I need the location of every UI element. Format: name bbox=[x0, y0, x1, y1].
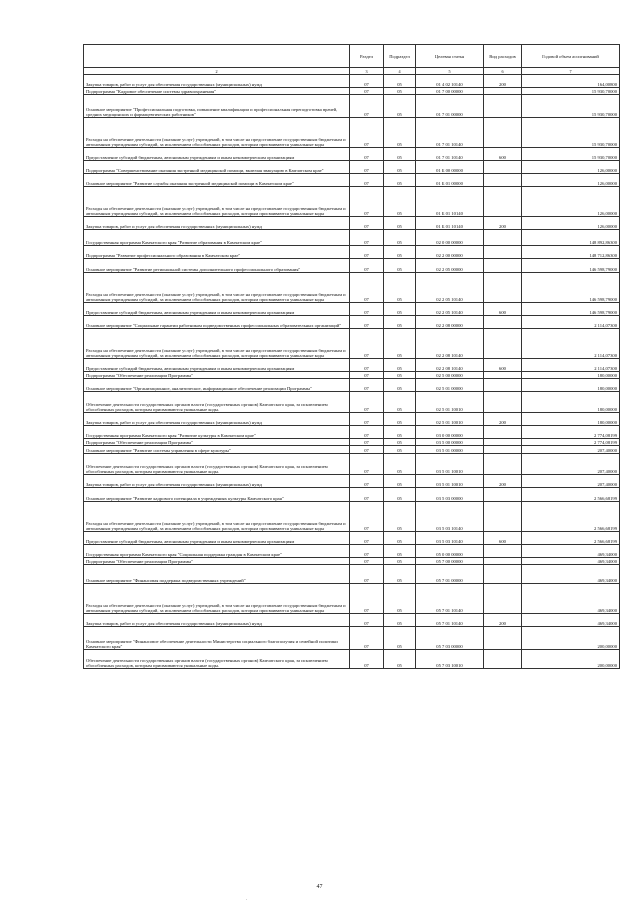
table-row bbox=[84, 379, 620, 392]
row-target-article-cell: 03 0 00 00000 bbox=[416, 426, 484, 439]
table-row bbox=[84, 329, 620, 359]
row-amount-cell: 2 774,08199 bbox=[522, 439, 620, 446]
row-expense-type-cell bbox=[484, 584, 522, 614]
row-razdel-cell: 07 bbox=[350, 161, 384, 174]
row-razdel-cell: 07 bbox=[350, 614, 384, 627]
row-razdel-cell: 07 bbox=[350, 148, 384, 161]
table-row bbox=[84, 558, 620, 565]
row-podrazdel-cell: 05 bbox=[384, 454, 416, 475]
row-amount-cell: 148 892,86300 bbox=[522, 230, 620, 246]
row-expense-type-cell bbox=[484, 488, 522, 502]
row-razdel-cell: 07 bbox=[350, 88, 384, 95]
table-row bbox=[84, 565, 620, 584]
row-podrazdel-cell: 05 bbox=[384, 303, 416, 316]
table-row bbox=[84, 118, 620, 148]
row-amount-cell: 2 114,07300 bbox=[522, 329, 620, 359]
row-target-article-cell: 02 2 05 10140 bbox=[416, 273, 484, 303]
row-podrazdel-cell: 05 bbox=[384, 392, 416, 413]
row-amount-cell: 2 566,68199 bbox=[522, 502, 620, 532]
row-expense-type-cell: 600 bbox=[484, 303, 522, 316]
header-podrazdel: Подраздел bbox=[384, 45, 416, 68]
row-amount-cell: 180,00000 bbox=[522, 379, 620, 392]
budget-table-container bbox=[83, 44, 619, 669]
table-row bbox=[84, 303, 620, 316]
row-podrazdel-cell: 05 bbox=[384, 650, 416, 669]
row-amount-cell: 126,00000 bbox=[522, 187, 620, 217]
row-podrazdel-cell: 05 bbox=[384, 75, 416, 88]
row-amount-cell: 2 114,07300 bbox=[522, 359, 620, 372]
row-target-article-cell: 02 5 01 00000 bbox=[416, 379, 484, 392]
row-expense-type-cell bbox=[484, 187, 522, 217]
row-amount-cell: 15 930,70000 bbox=[522, 118, 620, 148]
row-podrazdel-cell: 05 bbox=[384, 329, 416, 359]
row-target-article-cell: 03 5 03 10140 bbox=[416, 502, 484, 532]
row-target-article-cell: 02 5 01 10010 bbox=[416, 413, 484, 426]
table-row bbox=[84, 439, 620, 446]
table-row bbox=[84, 454, 620, 475]
row-razdel-cell: 07 bbox=[350, 650, 384, 669]
row-amount-cell: 469,34000 bbox=[522, 545, 620, 558]
row-amount-cell: 146 598,79000 bbox=[522, 259, 620, 273]
row-expense-type-cell bbox=[484, 426, 522, 439]
table-row bbox=[84, 650, 620, 669]
table-row bbox=[84, 488, 620, 502]
row-amount-cell: 126,00000 bbox=[522, 161, 620, 174]
table-row bbox=[84, 230, 620, 246]
row-amount-cell: 146 598,79000 bbox=[522, 273, 620, 303]
row-target-article-cell: 02 2 08 00000 bbox=[416, 316, 484, 329]
row-target-article-cell: 05 7 00 00000 bbox=[416, 558, 484, 565]
row-target-article-cell: 05 7 01 10140 bbox=[416, 584, 484, 614]
row-razdel-cell: 07 bbox=[350, 446, 384, 454]
page-number: 47 bbox=[316, 884, 323, 890]
row-expense-type-cell bbox=[484, 230, 522, 246]
row-podrazdel-cell: 05 bbox=[384, 187, 416, 217]
row-podrazdel-cell: 05 bbox=[384, 230, 416, 246]
table-row bbox=[84, 161, 620, 174]
row-razdel-cell: 07 bbox=[350, 174, 384, 187]
row-podrazdel-cell: 05 bbox=[384, 413, 416, 426]
row-amount-cell: 15 930,70000 bbox=[522, 88, 620, 95]
row-expense-type-cell bbox=[484, 161, 522, 174]
row-expense-type-cell bbox=[484, 392, 522, 413]
row-razdel-cell: 07 bbox=[350, 75, 384, 88]
row-amount-cell: 200,00000 bbox=[522, 627, 620, 650]
row-target-article-cell: 03 5 01 10010 bbox=[416, 475, 484, 488]
row-razdel-cell: 07 bbox=[350, 329, 384, 359]
table-row bbox=[84, 392, 620, 413]
table-row bbox=[84, 502, 620, 532]
row-name-cell: Закупка товаров, работ и услуг для обеспечения государственных (муниципальных) нужд bbox=[84, 75, 350, 88]
row-razdel-cell: 07 bbox=[350, 413, 384, 426]
row-podrazdel-cell: 05 bbox=[384, 475, 416, 488]
row-expense-type-cell bbox=[484, 88, 522, 95]
row-name-cell: Обеспечение деятельности государственных органов власти (государственных органов) Камчатского края, за исключением обособленных расходов, которым присваиваются уникальные коды. bbox=[84, 392, 350, 413]
table-body bbox=[84, 75, 620, 669]
row-razdel-cell: 07 bbox=[350, 230, 384, 246]
row-target-article-cell: 02 2 08 10140 bbox=[416, 329, 484, 359]
row-podrazdel-cell: 05 bbox=[384, 532, 416, 545]
row-expense-type-cell bbox=[484, 259, 522, 273]
row-target-article-cell: 02 0 00 00000 bbox=[416, 230, 484, 246]
row-amount-cell: 469,34000 bbox=[522, 584, 620, 614]
row-amount-cell: 164,00800 bbox=[522, 75, 620, 88]
row-razdel-cell: 07 bbox=[350, 475, 384, 488]
header-target-article: Целевая статья bbox=[416, 45, 484, 68]
row-podrazdel-cell: 05 bbox=[384, 488, 416, 502]
row-expense-type-cell: 600 bbox=[484, 359, 522, 372]
row-name-cell: Основное мероприятие "Профессиональная подготовка, повышение квалификации и профессиональная переподготовка врачей, средних медицинских и фармацевтических работников" bbox=[84, 95, 350, 118]
row-expense-type-cell bbox=[484, 379, 522, 392]
row-podrazdel-cell: 05 bbox=[384, 426, 416, 439]
row-name-cell: Основное мероприятие "Развитие кадрового потенциала в учреждениях культуры Камчатского края" bbox=[84, 488, 350, 502]
table-row bbox=[84, 95, 620, 118]
table-row bbox=[84, 75, 620, 88]
row-expense-type-cell bbox=[484, 650, 522, 669]
header-name bbox=[84, 45, 350, 68]
row-name-cell: Основное мероприятие "Развитие региональной системы дополнительного профессионального образования" bbox=[84, 259, 350, 273]
row-name-cell: Предоставление субсидий бюджетным, автономным учреждениям и иным некоммерческим организациям bbox=[84, 303, 350, 316]
row-razdel-cell: 07 bbox=[350, 217, 384, 230]
header-expense-type: Вид расходов bbox=[484, 45, 522, 68]
table-row bbox=[84, 246, 620, 259]
row-name-cell: Закупка товаров, работ и услуг для обеспечения государственных (муниципальных) нужд bbox=[84, 217, 350, 230]
table-row bbox=[84, 217, 620, 230]
row-razdel-cell: 07 bbox=[350, 187, 384, 217]
row-target-article-cell: 05 7 03 10010 bbox=[416, 650, 484, 669]
row-podrazdel-cell: 05 bbox=[384, 148, 416, 161]
row-expense-type-cell bbox=[484, 174, 522, 187]
table-row bbox=[84, 475, 620, 488]
row-expense-type-cell: 200 bbox=[484, 614, 522, 627]
row-razdel-cell: 07 bbox=[350, 303, 384, 316]
row-expense-type-cell: 600 bbox=[484, 148, 522, 161]
row-target-article-cell: 01 7 01 10140 bbox=[416, 148, 484, 161]
row-podrazdel-cell: 05 bbox=[384, 372, 416, 379]
row-amount-cell: 207,40000 bbox=[522, 454, 620, 475]
column-number: 4 bbox=[384, 68, 416, 75]
row-name-cell: Расходы на обеспечение деятельности (оказание услуг) учреждений, в том числе на предоставление государственным бюджетным и автономным учреждениям субсидий, за исключением обособленных расходов, которым присваиваются уникальные коды bbox=[84, 329, 350, 359]
table-row bbox=[84, 372, 620, 379]
row-name-cell: Подпрограмма "Совершенствование оказания экстренной медицинской помощи, включая эвакуацию в Камчатском крае" bbox=[84, 161, 350, 174]
row-target-article-cell: 01 4 02 10140 bbox=[416, 75, 484, 88]
row-name-cell: Основное мероприятие "Развитие службы оказания экстренной медицинской помощи в Камчатском крае" bbox=[84, 174, 350, 187]
row-name-cell: Основное мероприятие "Организационное, аналитическое, информационное обеспечение реализации Программы" bbox=[84, 379, 350, 392]
row-razdel-cell: 07 bbox=[350, 359, 384, 372]
row-amount-cell: 2 774,08199 bbox=[522, 426, 620, 439]
table-row bbox=[84, 316, 620, 329]
row-expense-type-cell bbox=[484, 273, 522, 303]
column-number: 2 bbox=[84, 68, 350, 75]
row-expense-type-cell bbox=[484, 502, 522, 532]
budget-table bbox=[83, 44, 620, 669]
column-number: 7 bbox=[522, 68, 620, 75]
row-podrazdel-cell: 05 bbox=[384, 379, 416, 392]
row-expense-type-cell: 200 bbox=[484, 217, 522, 230]
row-expense-type-cell bbox=[484, 118, 522, 148]
column-number: 3 bbox=[350, 68, 384, 75]
header-annual-amount: Годовой объем ассигнований bbox=[522, 45, 620, 68]
row-target-article-cell: 01 Б 01 10140 bbox=[416, 217, 484, 230]
table-row bbox=[84, 259, 620, 273]
table-row bbox=[84, 446, 620, 454]
row-amount-cell: 469,34000 bbox=[522, 614, 620, 627]
row-amount-cell: 15 930,70000 bbox=[522, 95, 620, 118]
row-amount-cell: 180,00000 bbox=[522, 413, 620, 426]
table-row bbox=[84, 88, 620, 95]
row-podrazdel-cell: 05 bbox=[384, 502, 416, 532]
row-razdel-cell: 07 bbox=[350, 392, 384, 413]
row-expense-type-cell bbox=[484, 558, 522, 565]
table-row bbox=[84, 614, 620, 627]
row-amount-cell: 15 930,70000 bbox=[522, 148, 620, 161]
row-expense-type-cell bbox=[484, 329, 522, 359]
row-name-cell: Обеспечение деятельности государственных органов власти (государственных органов) Камчатского края, за исключением обособленных расходов, которым присваиваются уникальные коды. bbox=[84, 454, 350, 475]
row-name-cell: Расходы на обеспечение деятельности (оказание услуг) учреждений, в том числе на предоставление государственным бюджетным и автономным учреждениям субсидий, за исключением обособленных расходов, которым присваиваются уникальные коды bbox=[84, 502, 350, 532]
row-target-article-cell: 05 7 01 00000 bbox=[416, 565, 484, 584]
column-number-row bbox=[84, 68, 620, 75]
row-name-cell: Государственная программа Камчатского края "Развитие образования в Камчатском крае" bbox=[84, 230, 350, 246]
row-target-article-cell: 03 5 01 10010 bbox=[416, 454, 484, 475]
table-row bbox=[84, 627, 620, 650]
row-name-cell: Предоставление субсидий бюджетным, автономным учреждениям и иным некоммерческим организациям bbox=[84, 532, 350, 545]
row-target-article-cell: 02 5 00 00000 bbox=[416, 372, 484, 379]
row-name-cell: Закупка товаров, работ и услуг для обеспечения государственных (муниципальных) нужд bbox=[84, 475, 350, 488]
row-podrazdel-cell: 05 bbox=[384, 545, 416, 558]
row-expense-type-cell bbox=[484, 439, 522, 446]
table-header-row bbox=[84, 45, 620, 68]
row-expense-type-cell bbox=[484, 545, 522, 558]
row-podrazdel-cell: 05 bbox=[384, 118, 416, 148]
row-amount-cell: 469,34000 bbox=[522, 558, 620, 565]
row-razdel-cell: 07 bbox=[350, 316, 384, 329]
table-row bbox=[84, 148, 620, 161]
row-razdel-cell: 07 bbox=[350, 439, 384, 446]
row-name-cell: Расходы на обеспечение деятельности (оказание услуг) учреждений, в том числе на предоставление государственным бюджетным и автономным учреждениям субсидий, за исключением обособленных расходов, которым присваиваются уникальные коды bbox=[84, 187, 350, 217]
column-number: 5 bbox=[416, 68, 484, 75]
row-name-cell: Расходы на обеспечение деятельности (оказание услуг) учреждений, в том числе на предоставление государственным бюджетным и автономным учреждениям субсидий, за исключением обособленных расходов, которым присваиваются уникальные коды bbox=[84, 118, 350, 148]
row-expense-type-cell bbox=[484, 446, 522, 454]
row-target-article-cell: 05 7 01 10140 bbox=[416, 614, 484, 627]
row-razdel-cell: 07 bbox=[350, 488, 384, 502]
row-target-article-cell: 01 7 01 00000 bbox=[416, 95, 484, 118]
row-name-cell: Подпрограмма "Развитие профессионального образования в Камчатском крае" bbox=[84, 246, 350, 259]
row-name-cell: Подпрограмма "Кадровое обеспечение системы здравоохранения" bbox=[84, 88, 350, 95]
row-razdel-cell: 07 bbox=[350, 273, 384, 303]
row-name-cell: Расходы на обеспечение деятельности (оказание услуг) учреждений, в том числе на предоставление государственным бюджетным и автономным учреждениям субсидий, за исключением обособленных расходов, которым присваиваются уникальные коды bbox=[84, 584, 350, 614]
row-target-article-cell: 03 5 00 00000 bbox=[416, 439, 484, 446]
row-target-article-cell: 03 5 03 10140 bbox=[416, 532, 484, 545]
row-name-cell: Предоставление субсидий бюджетным, автономным учреждениям и иным некоммерческим организациям bbox=[84, 148, 350, 161]
row-razdel-cell: 07 bbox=[350, 379, 384, 392]
header-razdel: Раздел bbox=[350, 45, 384, 68]
row-razdel-cell: 07 bbox=[350, 558, 384, 565]
row-amount-cell: 126,00000 bbox=[522, 174, 620, 187]
table-row bbox=[84, 413, 620, 426]
row-expense-type-cell bbox=[484, 454, 522, 475]
row-expense-type-cell bbox=[484, 627, 522, 650]
row-razdel-cell: 07 bbox=[350, 502, 384, 532]
row-amount-cell: 180,00000 bbox=[522, 372, 620, 379]
table-row bbox=[84, 532, 620, 545]
row-razdel-cell: 07 bbox=[350, 532, 384, 545]
table-row bbox=[84, 584, 620, 614]
row-amount-cell: 146 598,79000 bbox=[522, 303, 620, 316]
row-amount-cell: 207,40000 bbox=[522, 475, 620, 488]
row-podrazdel-cell: 05 bbox=[384, 446, 416, 454]
row-target-article-cell: 01 Б 01 10140 bbox=[416, 187, 484, 217]
row-razdel-cell: 07 bbox=[350, 372, 384, 379]
row-name-cell: Предоставление субсидий бюджетным, автономным учреждениям и иным некоммерческим организациям bbox=[84, 359, 350, 372]
row-target-article-cell: 02 2 05 00000 bbox=[416, 259, 484, 273]
row-target-article-cell: 02 5 01 10010 bbox=[416, 392, 484, 413]
row-podrazdel-cell: 05 bbox=[384, 439, 416, 446]
row-expense-type-cell bbox=[484, 95, 522, 118]
row-podrazdel-cell: 05 bbox=[384, 558, 416, 565]
row-name-cell: Государственная программа Камчатского края "Социальная поддержка граждан в Камчатском крае" bbox=[84, 545, 350, 558]
table-row bbox=[84, 174, 620, 187]
row-amount-cell: 200,00000 bbox=[522, 650, 620, 669]
row-podrazdel-cell: 05 bbox=[384, 359, 416, 372]
row-razdel-cell: 07 bbox=[350, 246, 384, 259]
row-expense-type-cell: 200 bbox=[484, 75, 522, 88]
row-podrazdel-cell: 05 bbox=[384, 259, 416, 273]
row-expense-type-cell bbox=[484, 372, 522, 379]
footer-mark: . bbox=[246, 897, 248, 902]
row-name-cell: Обеспечение деятельности государственных органов власти (государственных органов) Камчатского края, за исключением обособленных расходов, которым присваиваются уникальные коды. bbox=[84, 650, 350, 669]
row-razdel-cell: 07 bbox=[350, 426, 384, 439]
row-podrazdel-cell: 05 bbox=[384, 217, 416, 230]
table-row bbox=[84, 359, 620, 372]
row-target-article-cell: 03 5 03 00000 bbox=[416, 488, 484, 502]
row-name-cell: Подпрограмма "Обеспечение реализации Программы" bbox=[84, 439, 350, 446]
row-target-article-cell: 02 2 00 00000 bbox=[416, 246, 484, 259]
row-target-article-cell: 05 7 03 00000 bbox=[416, 627, 484, 650]
row-razdel-cell: 07 bbox=[350, 454, 384, 475]
row-amount-cell: 2 566,68199 bbox=[522, 532, 620, 545]
row-podrazdel-cell: 05 bbox=[384, 614, 416, 627]
row-target-article-cell: 01 7 00 00000 bbox=[416, 88, 484, 95]
row-expense-type-cell: 200 bbox=[484, 475, 522, 488]
row-expense-type-cell bbox=[484, 316, 522, 329]
row-name-cell: Подпрограмма "Обеспечение реализации Программы" bbox=[84, 372, 350, 379]
table-row bbox=[84, 273, 620, 303]
column-number: 6 bbox=[484, 68, 522, 75]
row-amount-cell: 148 712,86300 bbox=[522, 246, 620, 259]
row-name-cell: Расходы на обеспечение деятельности (оказание услуг) учреждений, в том числе на предоставление государственным бюджетным и автономным учреждениям субсидий, за исключением обособленных расходов, которым присваиваются уникальные коды bbox=[84, 273, 350, 303]
row-podrazdel-cell: 05 bbox=[384, 584, 416, 614]
row-razdel-cell: 07 bbox=[350, 627, 384, 650]
row-name-cell: Закупка товаров, работ и услуг для обеспечения государственных (муниципальных) нужд bbox=[84, 413, 350, 426]
row-expense-type-cell bbox=[484, 565, 522, 584]
row-podrazdel-cell: 05 bbox=[384, 161, 416, 174]
row-target-article-cell: 02 2 05 10140 bbox=[416, 303, 484, 316]
row-amount-cell: 126,00000 bbox=[522, 217, 620, 230]
row-name-cell: Подпрограмма "Обеспечение реализации Программы" bbox=[84, 558, 350, 565]
row-amount-cell: 180,00000 bbox=[522, 392, 620, 413]
row-name-cell: Государственная программа Камчатского края "Развитие культуры в Камчатском крае" bbox=[84, 426, 350, 439]
row-name-cell: Основное мероприятие "Финансовая поддержка подведомственных учреждений" bbox=[84, 565, 350, 584]
table-row bbox=[84, 426, 620, 439]
row-target-article-cell: 05 0 00 00000 bbox=[416, 545, 484, 558]
row-podrazdel-cell: 05 bbox=[384, 246, 416, 259]
row-razdel-cell: 07 bbox=[350, 95, 384, 118]
row-target-article-cell: 01 Б 01 00000 bbox=[416, 174, 484, 187]
row-target-article-cell: 01 Б 00 00000 bbox=[416, 161, 484, 174]
row-expense-type-cell: 200 bbox=[484, 413, 522, 426]
row-podrazdel-cell: 05 bbox=[384, 627, 416, 650]
row-name-cell: Основное мероприятие "Финансовое обеспечение деятельности Министерства социального благополучия и семейной политики Камчатского края" bbox=[84, 627, 350, 650]
row-razdel-cell: 07 bbox=[350, 545, 384, 558]
row-podrazdel-cell: 05 bbox=[384, 174, 416, 187]
row-razdel-cell: 07 bbox=[350, 565, 384, 584]
row-name-cell: Закупка товаров, работ и услуг для обеспечения государственных (муниципальных) нужд bbox=[84, 614, 350, 627]
row-razdel-cell: 07 bbox=[350, 584, 384, 614]
row-razdel-cell: 07 bbox=[350, 259, 384, 273]
row-podrazdel-cell: 05 bbox=[384, 565, 416, 584]
row-expense-type-cell bbox=[484, 246, 522, 259]
row-podrazdel-cell: 05 bbox=[384, 95, 416, 118]
row-amount-cell: 469,34000 bbox=[522, 565, 620, 584]
row-amount-cell: 2 114,07300 bbox=[522, 316, 620, 329]
row-target-article-cell: 02 2 08 10140 bbox=[416, 359, 484, 372]
row-amount-cell: 207,40000 bbox=[522, 446, 620, 454]
row-target-article-cell: 03 5 01 00000 bbox=[416, 446, 484, 454]
table-row bbox=[84, 187, 620, 217]
row-name-cell: Основное мероприятие "Развитие системы управления в сфере культуры" bbox=[84, 446, 350, 454]
row-podrazdel-cell: 05 bbox=[384, 88, 416, 95]
row-name-cell: Основное мероприятие "Социальные гарантии работникам подведомственных профессиональных образовательных организаций" bbox=[84, 316, 350, 329]
row-amount-cell: 2 566,68199 bbox=[522, 488, 620, 502]
table-row bbox=[84, 545, 620, 558]
row-expense-type-cell: 600 bbox=[484, 532, 522, 545]
row-target-article-cell: 01 7 01 10140 bbox=[416, 118, 484, 148]
row-podrazdel-cell: 05 bbox=[384, 316, 416, 329]
row-podrazdel-cell: 05 bbox=[384, 273, 416, 303]
row-razdel-cell: 07 bbox=[350, 118, 384, 148]
